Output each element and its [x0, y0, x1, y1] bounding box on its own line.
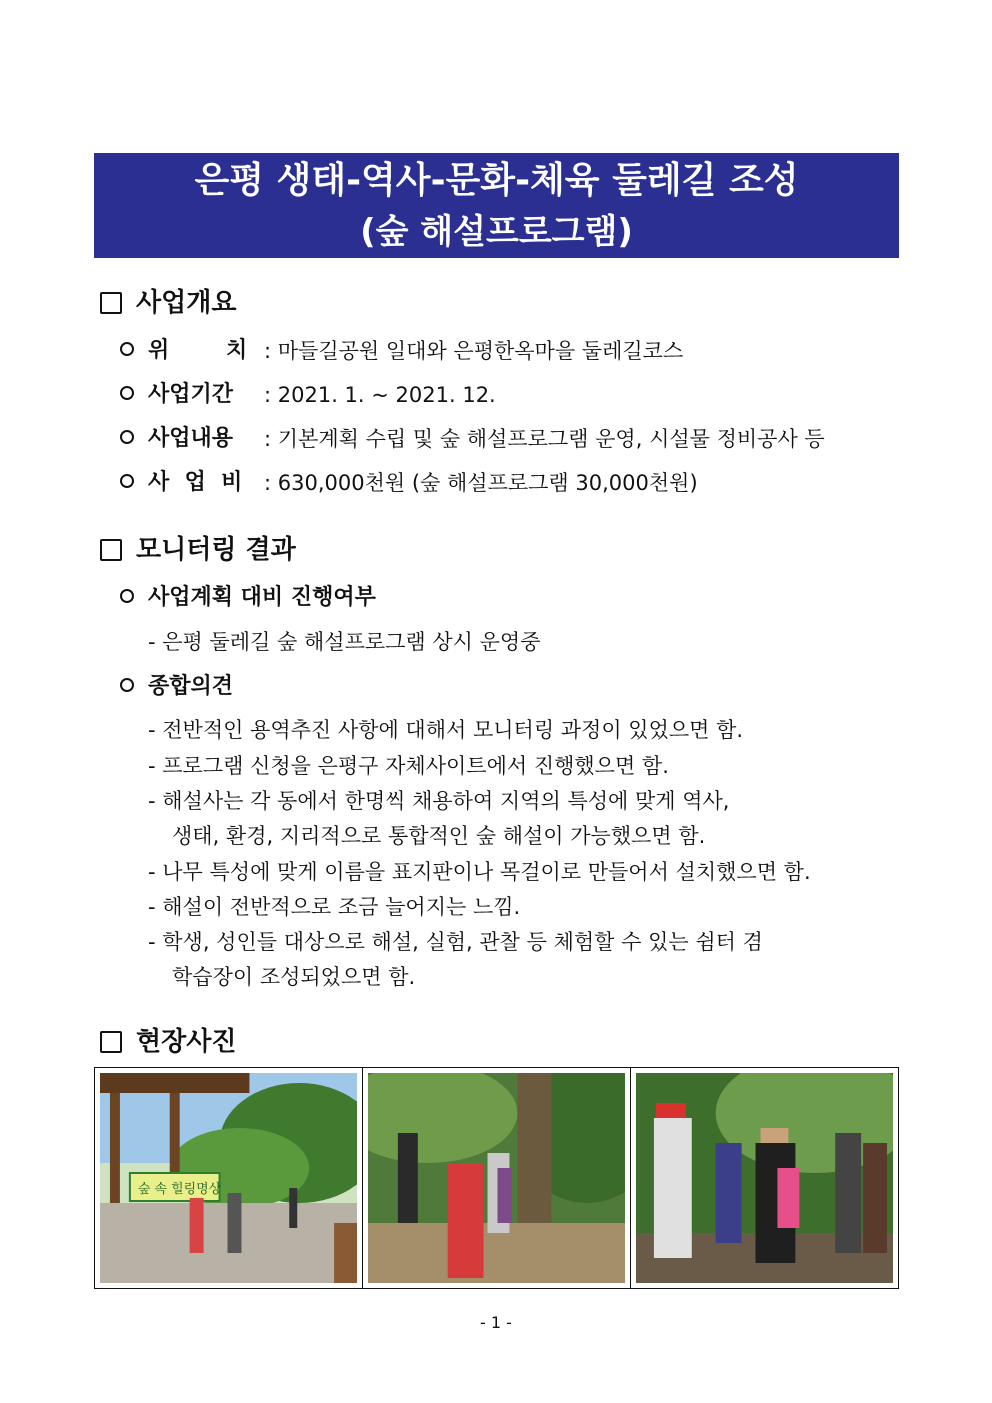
- opinion-item: - 프로그램 신청을 은평구 자체사이트에서 진행했으면 함.: [148, 754, 669, 778]
- bullet-circle-icon: [120, 380, 150, 410]
- opinion-item: - 나무 특성에 맞게 이름을 표지판이나 목걸이로 만들어서 설치했으면 함.: [148, 860, 811, 884]
- progress-title: 사업계획 대비 진행여부: [148, 585, 376, 610]
- photos-heading-text: 현장사진: [136, 1027, 237, 1057]
- checkbox-square-icon: [100, 539, 122, 561]
- photo-banner-text: 숲 속 힐링명상: [137, 1181, 222, 1198]
- photo-cell-3: [631, 1068, 898, 1288]
- photo-participants: [636, 1073, 893, 1283]
- checkbox-square-icon: [100, 292, 122, 314]
- overview-label-content: 사업내용: [148, 426, 234, 451]
- photo-forest-group: [368, 1073, 625, 1283]
- opinion-item-continued: 생태, 환경, 지리적으로 통합적인 숲 해설이 가능했으면 함.: [172, 824, 706, 848]
- bullet-circle-icon: [120, 468, 150, 498]
- bullet-circle-icon: [120, 424, 150, 454]
- page-number: - 1 -: [480, 1313, 512, 1332]
- bullet-circle-icon: [120, 672, 150, 702]
- photo-cell-2: [363, 1068, 631, 1288]
- overview-heading: [100, 286, 236, 320]
- checkbox-square-icon: [100, 1031, 122, 1053]
- overview-value-period: : 2021. 1. ~ 2021. 12.: [264, 383, 496, 407]
- overview-heading-text: 사업개요: [136, 288, 237, 318]
- overview-label-location-2: 치: [226, 338, 248, 363]
- opinion-item-continued: 학습장이 조성되었으면 함.: [172, 965, 416, 989]
- opinion-item: - 학생, 성인들 대상으로 해설, 실험, 관찰 등 체험할 수 있는 쉼터 겸: [148, 930, 763, 954]
- overview-label-period: 사업기간: [148, 382, 234, 407]
- photo-cell-1: [95, 1068, 363, 1288]
- title-line1: 은평 생태-역사-문화-체육 둘레길 조성: [194, 160, 799, 201]
- overview-label-location: 위: [148, 338, 170, 363]
- overview-value-budget: : 630,000천원 (숲 해설프로그램 30,000천원): [264, 471, 698, 495]
- title-banner: [94, 153, 899, 258]
- monitoring-heading: [100, 533, 296, 567]
- opinion-item: - 해설사는 각 동에서 한명씩 채용하여 지역의 특성에 맞게 역사,: [148, 789, 730, 813]
- overview-value-content: : 기본계획 수립 및 숲 해설프로그램 운영, 시설물 정비공사 등: [264, 427, 825, 451]
- photos-heading: [100, 1025, 236, 1059]
- title-line2: (숲 해설프로그램): [360, 212, 633, 252]
- progress-item: - 은평 둘레길 숲 해설프로그램 상시 운영중: [148, 630, 541, 654]
- opinion-item: - 전반적인 용역추진 사항에 대해서 모니터링 과정이 있었으면 함.: [148, 718, 744, 742]
- bullet-circle-icon: [120, 583, 150, 613]
- opinion-item: - 해설이 전반적으로 조금 늘어지는 느낌.: [148, 895, 521, 919]
- photo-park-pergola: [100, 1073, 357, 1283]
- bullet-circle-icon: [120, 336, 150, 366]
- monitoring-heading-text: 모니터링 결과: [136, 535, 296, 565]
- overview-label-budget: 사 업 비: [148, 470, 243, 495]
- photo-table: [94, 1067, 899, 1289]
- overview-value-location: : 마들길공원 일대와 은평한옥마을 둘레길코스: [264, 339, 684, 363]
- opinion-title: 종합의견: [148, 674, 234, 699]
